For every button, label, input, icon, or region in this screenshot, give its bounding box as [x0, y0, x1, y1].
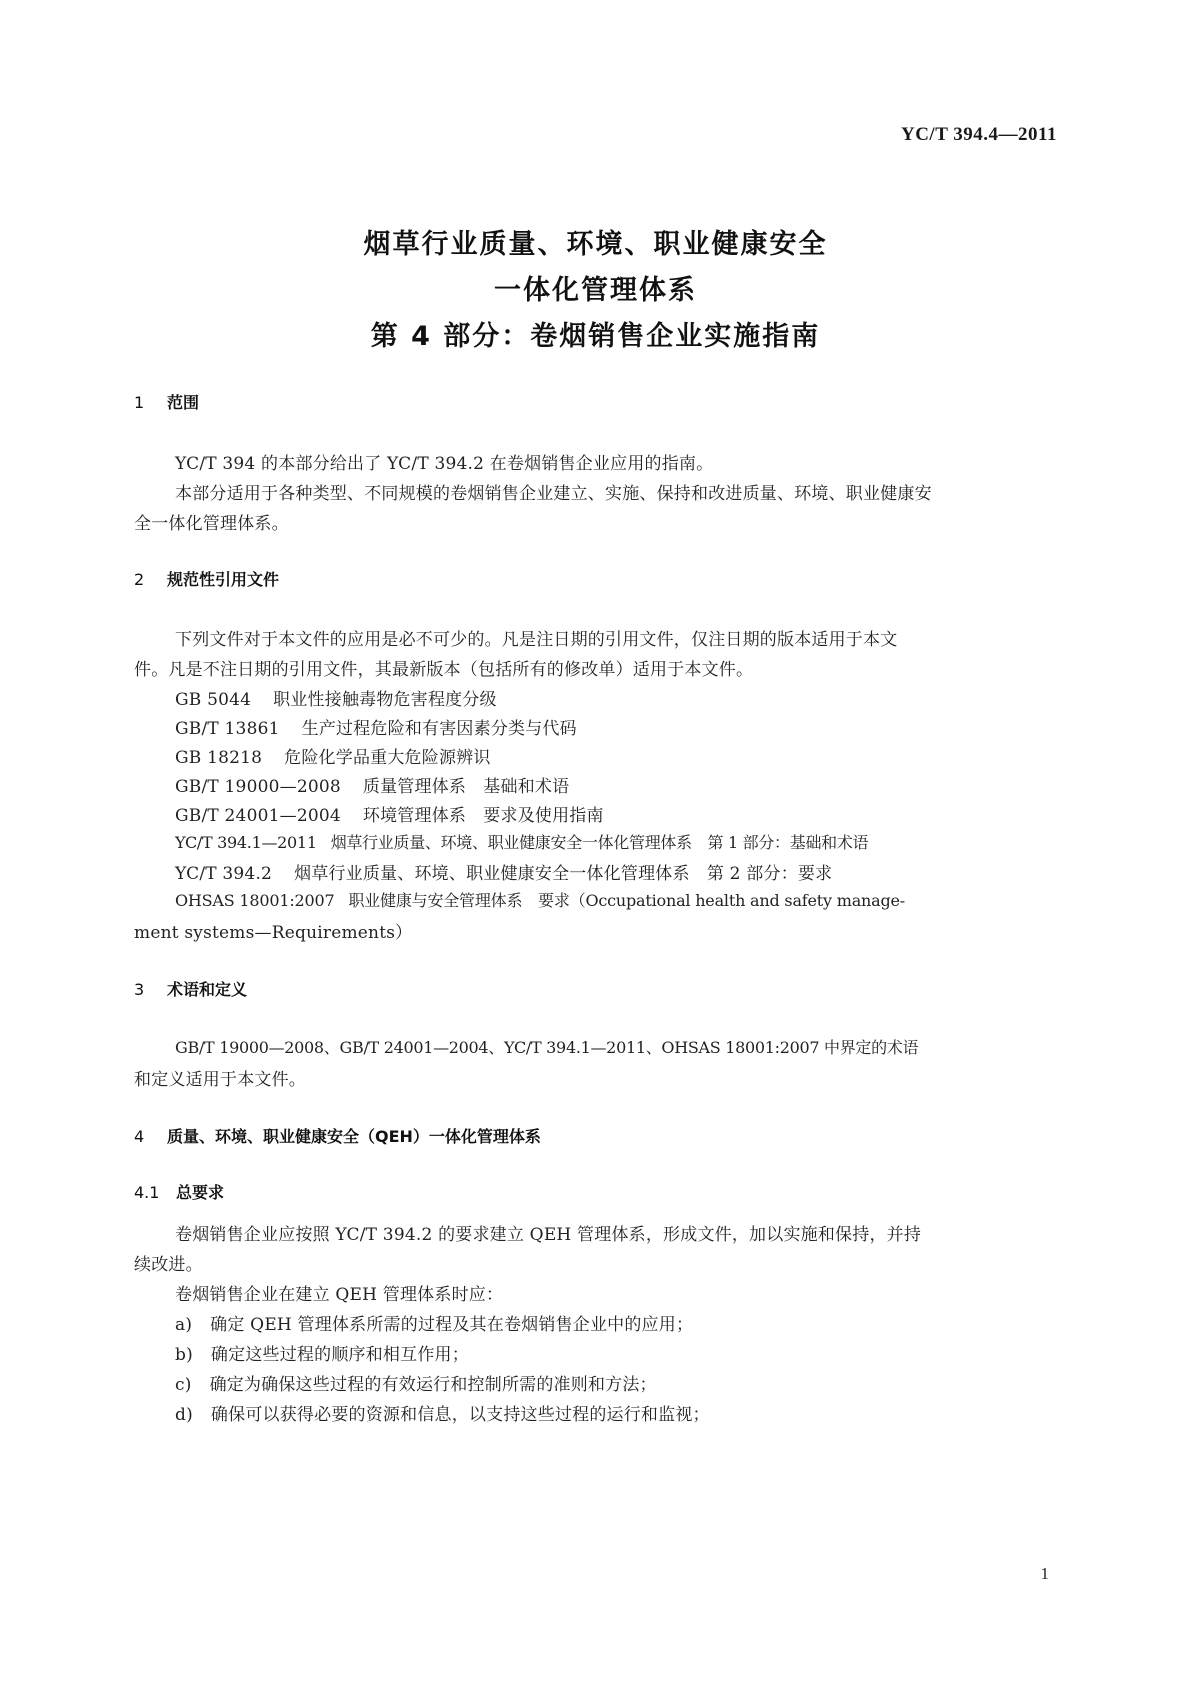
section-title: 术语和定义 [167, 980, 248, 999]
page-number: 1 [1040, 1564, 1049, 1583]
section-number: 3 [134, 980, 145, 999]
reference-title: 危险化学品重大危险源辨识 [284, 748, 491, 768]
reference-item [175, 743, 491, 768]
section-number: 2 [134, 570, 145, 589]
document-title [0, 222, 1191, 360]
reference-item [175, 714, 577, 739]
reference-title: 烟草行业质量、环境、职业健康安全一体化管理体系 第 2 部分：要求 [294, 864, 833, 884]
reference-code: GB/T 24001—2004 [175, 806, 341, 826]
reference-title: 质量管理体系 基础和术语 [362, 777, 570, 797]
reference-title: 生产过程危险和有害因素分类与代码 [301, 719, 577, 739]
list-item [175, 1310, 693, 1335]
paragraph: GB/T 19000—2008、GB/T 24001—2004、YC/T 394.1—2011、OHSAS 18001:2007 中界定的术语 [175, 1038, 919, 1057]
list-marker: a) [175, 1315, 193, 1335]
list-text: 确定这些过程的顺序和相互作用； [210, 1345, 469, 1365]
reference-code: GB/T 13861 [175, 719, 280, 739]
reference-title: 环境管理体系 要求及使用指南 [362, 806, 604, 826]
list-marker: b) [175, 1345, 193, 1365]
reference-item [175, 685, 497, 710]
subsection-title: 总要求 [176, 1183, 225, 1202]
paragraph-continuation: 和定义适用于本文件。 [134, 1070, 306, 1090]
reference-title: 烟草行业质量、环境、职业健康安全一体化管理体系 第 1 部分：基础和术语 [330, 833, 869, 852]
list-text: 确定 QEH 管理体系所需的过程及其在卷烟销售企业中的应用； [210, 1315, 694, 1335]
section-number: 4 [134, 1127, 145, 1146]
section-number: 1 [134, 393, 145, 412]
reference-title: 职业健康与安全管理体系 要求（Occupational health and safety manage- [348, 891, 905, 910]
subsection-number: 4.1 [134, 1183, 160, 1202]
title-line-2: 一体化管理体系 [494, 275, 697, 306]
reference-code: GB 5044 [175, 690, 252, 710]
reference-item [175, 801, 604, 826]
paragraph: 卷烟销售企业在建立 QEH 管理体系时应： [175, 1285, 504, 1305]
reference-item [175, 772, 569, 797]
reference-code: OHSAS 18001:2007 [175, 891, 335, 910]
reference-code: GB 18218 [175, 748, 263, 768]
list-marker: d) [175, 1405, 193, 1425]
reference-item [175, 859, 832, 884]
subsection-4-1-heading [134, 1180, 224, 1203]
reference-code: YC/T 394.1—2011 [175, 833, 317, 852]
paragraph-continuation: 续改进。 [134, 1255, 203, 1275]
list-marker: c) [175, 1375, 192, 1395]
section-title: 规范性引用文件 [167, 570, 280, 589]
paragraph: 本部分适用于各种类型、不同规模的卷烟销售企业建立、实施、保持和改进质量、环境、职业健康安 [175, 484, 932, 504]
section-1-heading [134, 390, 199, 413]
standard-code: YC/T 394.4—2011 [900, 124, 1057, 145]
list-item [175, 1370, 657, 1395]
section-4-heading [134, 1124, 541, 1147]
section-title: 质量、环境、职业健康安全（QEH）一体化管理体系 [167, 1127, 541, 1146]
list-text: 确保可以获得必要的资源和信息，以支持这些过程的运行和监视； [210, 1405, 710, 1425]
list-item [175, 1340, 469, 1365]
reference-item [175, 830, 868, 853]
section-3-heading [134, 977, 247, 1000]
reference-code: YC/T 394.2 [175, 864, 273, 884]
section-title: 范围 [167, 393, 200, 412]
reference-title: 职业性接触毒物危害程度分级 [273, 690, 497, 710]
reference-continuation: ment systems—Requirements） [134, 923, 413, 943]
list-item [175, 1400, 710, 1425]
paragraph: 下列文件对于本文件的应用是必不可少的。凡是注日期的引用文件，仅注日期的版本适用于本文 [175, 630, 898, 650]
paragraph: YC/T 394 的本部分给出了 YC/T 394.2 在卷烟销售企业应用的指南。 [175, 454, 714, 474]
paragraph-continuation: 件。凡是不注日期的引用文件，其最新版本（包括所有的修改单）适用于本文件。 [134, 660, 754, 680]
list-text: 确定为确保这些过程的有效运行和控制所需的准则和方法； [209, 1375, 657, 1395]
title-line-3: 第 4 部分：卷烟销售企业实施指南 [370, 321, 821, 352]
reference-code: GB/T 19000—2008 [175, 777, 341, 797]
section-2-heading [134, 567, 279, 590]
title-line-1: 烟草行业质量、环境、职业健康安全 [363, 229, 828, 260]
paragraph-continuation: 全一体化管理体系。 [134, 514, 289, 534]
paragraph: 卷烟销售企业应按照 YC/T 394.2 的要求建立 QEH 管理体系，形成文件，加以实施和保持，并持 [175, 1225, 922, 1245]
reference-item [175, 888, 905, 911]
